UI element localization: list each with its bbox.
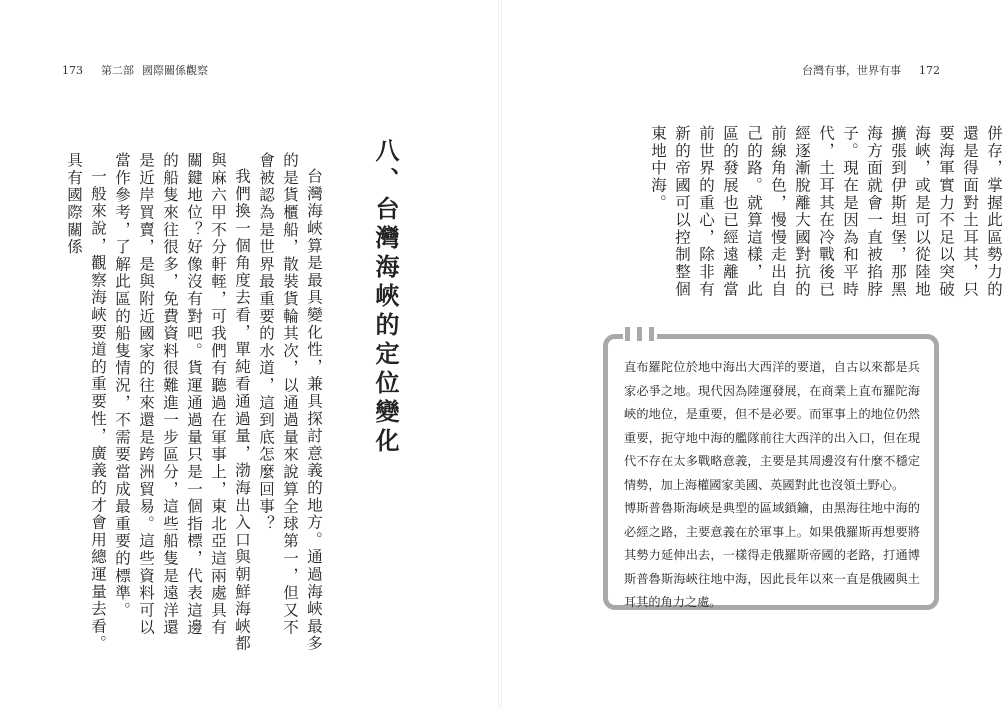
sidebar-notch-decoration [623, 327, 657, 343]
left-paragraph-2: 我們換一個角度去看，單純看通過量，渤海出入口與朝鮮海峽都與麻六甲不分軒輊，可我們有聽過在軍事上，東北亞這兩處具有關鍵地位？好像沒有對吧。貨運通過量只是一個指標，代表這邊的船隻來往很多，免費資料很難進一步區分，這些船隻是遠洋還是近岸買賣，是與附近國家的往來還是跨洲貿易。這些資料可以當作參考，了解此區的船隻情況，不需要當成最重要的標準。 [113, 152, 251, 652]
right-paragraph-1: 併存，掌握此區勢力的還是得面對土耳其，只要海軍實力不足以突破海峽，或是可以從陸地擴張到伊斯坦堡，那黑海方面就會一直被掐脖子。現在是因為和平時代，土耳其在冷戰後已經逐漸脫離大國對抗的前線角色，慢慢走出自己的路。就算這樣，此區的發展也已經遠離當前世界的重心，除非有新的帝國可以控制整個東地中海。 [649, 125, 1003, 298]
right-page-header [802, 62, 940, 78]
sidebar-paragraph-gibraltar: 直布羅陀位於地中海出大西洋的要道，自古以來都是兵家必爭之地。現代因為陸運發展，在商業上直布羅陀海峽的地位，是重要，但不是必要。而軍事上的地位仍然重要，扼守地中海的艦隊前往大西洋的出入口，但在現代不存在太多戰略意義，主要是其周邊沒有什麼不穩定情勢，加上海權國家美國、英國對此也沒領土野心。 [624, 360, 920, 492]
left-page-header [62, 62, 208, 78]
left-paragraph-3: 一般來說，觀察海峽要道的重要性，廣義的才會用總運量去看。具有國際關係 [65, 152, 107, 652]
notch-bar-3 [649, 327, 654, 341]
left-page-body [62, 152, 326, 652]
right-book-title: 台灣有事，世界有事 [802, 64, 901, 77]
notch-bar-1 [625, 327, 630, 341]
left-part-label: 第二部 [101, 64, 134, 77]
sidebar-paragraph-bosphorus: 博斯普魯斯海峽是典型的區域鎖鑰，由黑海往地中海的必經之路，主要意義在於軍事上。如果俄羅斯再想要將其勢力延伸出去，一樣得走俄羅斯帝國的老路，打通博斯普魯斯海峽往地中海，因此長年以來一直是俄國與土耳其的角力之處。 [624, 501, 920, 609]
sidebar-text [624, 356, 920, 615]
left-paragraph-1: 台灣海峽算是最具變化性，兼具探討意義的地方。通過海峽最多的是貨櫃船，散裝貨輪其次，以通過量來說算全球第一，但又不會被認為是世界最重要的水道，這到底怎麼回事？ [257, 152, 323, 652]
right-page-body [646, 125, 1006, 303]
left-section-label: 國際關係觀察 [142, 64, 208, 77]
chapter-title: 八、台灣海峽的定位變化 [371, 138, 399, 457]
right-page-number: 172 [919, 64, 940, 77]
notch-bar-2 [637, 327, 642, 341]
page-gutter [498, 0, 502, 709]
left-page-number: 173 [62, 64, 83, 77]
